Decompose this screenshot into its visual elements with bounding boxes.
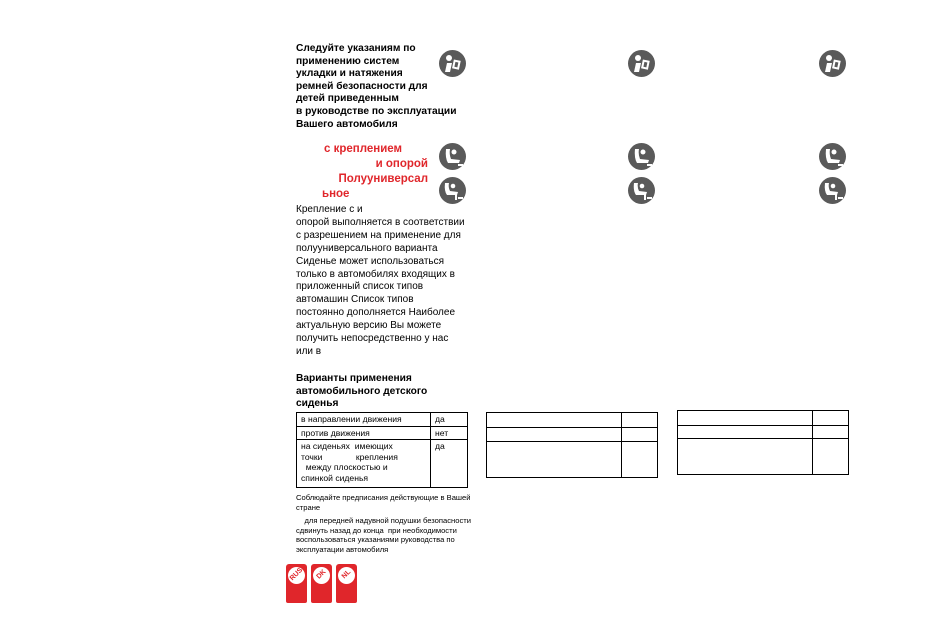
table-row: против движения нет [297, 426, 468, 440]
person-reading-manual-icon [819, 50, 846, 77]
empty-variants-table [486, 412, 658, 478]
child-seat-support-leg-icon [628, 177, 655, 204]
person-reading-manual-icon [628, 50, 655, 77]
table-row [678, 411, 849, 426]
semi-universal-description: Крепление с и опорой выполняется в соответствии с разрешением на применение для полууниверсального варианта Сиденье может использоваться только в автомобилях входящих в приложенный список типов автомашин Список типов постоянно дополняется Наиболее актуальную версию Вы можете получить непосредственно у нас или в [296, 204, 465, 357]
airbag-note: для передней надувной подушки безопасности сдвинуть назад до конца при необходимости воспользоваться указаниями руководства по эксплуатации автомобиля [296, 516, 476, 554]
child-seat-isofix-icon [439, 143, 466, 170]
table-row [678, 439, 849, 475]
table-row [678, 426, 849, 439]
child-seat-isofix-icon [628, 143, 655, 170]
language-tab-dk[interactable]: DK [311, 564, 332, 603]
table-row: в направлении движения да [297, 413, 468, 427]
table-row [487, 428, 658, 442]
language-tab-nl[interactable]: NL [336, 564, 357, 603]
variants-heading: Варианты применения автомобильного детского сиденья [296, 373, 428, 409]
table-row [487, 442, 658, 478]
empty-variants-table [677, 410, 849, 475]
table-row [487, 413, 658, 428]
semi-universal-title: с креплением и опорой Полууниверсал ьное [322, 143, 428, 200]
local-regulations-note: Соблюдайте предписания действующие в Вашей стране [296, 493, 471, 512]
variants-table [296, 412, 468, 488]
child-seat-isofix-icon [819, 143, 846, 170]
person-reading-manual-icon [439, 50, 466, 77]
child-seat-support-leg-icon [439, 177, 466, 204]
table-row: на сиденьях имеющих точки крепления между плоскостью и спинкой сиденья да [297, 440, 468, 487]
language-tab-rus[interactable]: RUS [286, 564, 307, 603]
instructions-heading: Следуйте указаниям по применению систем укладки и натяжения ремней безопасности для детей приведенным в руководстве по эксплуатации Вашего автомобиля [296, 43, 457, 130]
child-seat-support-leg-icon [819, 177, 846, 204]
